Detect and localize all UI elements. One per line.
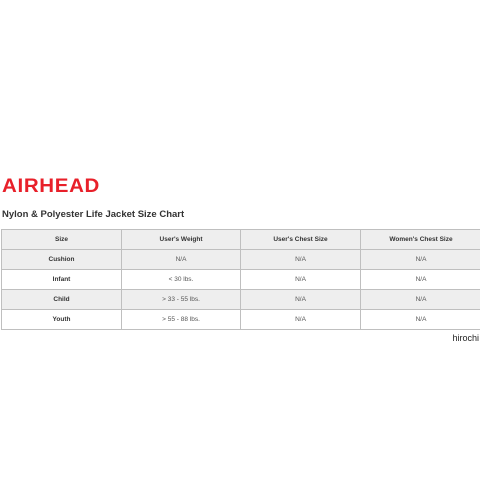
table-cell-chest: N/A <box>241 270 361 290</box>
header-size: Size <box>2 230 122 250</box>
table-cell-womens-chest: N/A <box>361 310 480 330</box>
header-womens-chest-size: Women's Chest Size <box>361 230 480 250</box>
table-cell-size: Youth <box>2 310 122 330</box>
table-cell-size: Infant <box>2 270 122 290</box>
table-cell-chest: N/A <box>241 310 361 330</box>
header-users-chest-size: User's Chest Size <box>241 230 361 250</box>
size-chart-table <box>1 229 480 330</box>
table-row <box>2 250 480 270</box>
chart-title: Nylon & Polyester Life Jacket Size Chart <box>2 209 185 220</box>
table-row <box>2 310 480 330</box>
table-row <box>2 270 480 290</box>
table-cell-weight: < 30 lbs. <box>122 270 241 290</box>
table-cell-size: Child <box>2 290 122 310</box>
table-cell-womens-chest: N/A <box>361 270 480 290</box>
table-cell-womens-chest: N/A <box>361 290 480 310</box>
table-cell-chest: N/A <box>241 250 361 270</box>
table-cell-chest: N/A <box>241 290 361 310</box>
table-cell-weight: N/A <box>122 250 241 270</box>
table-row <box>2 290 480 310</box>
airhead-logo: AIRHEAD <box>2 176 101 197</box>
header-users-weight: User's Weight <box>122 230 241 250</box>
table-cell-weight: > 55 - 88 lbs. <box>122 310 241 330</box>
table-cell-weight: > 33 - 55 lbs. <box>122 290 241 310</box>
watermark: hirochi <box>452 333 479 343</box>
table-header-row <box>2 230 480 250</box>
table-cell-size: Cushion <box>2 250 122 270</box>
table-cell-womens-chest: N/A <box>361 250 480 270</box>
